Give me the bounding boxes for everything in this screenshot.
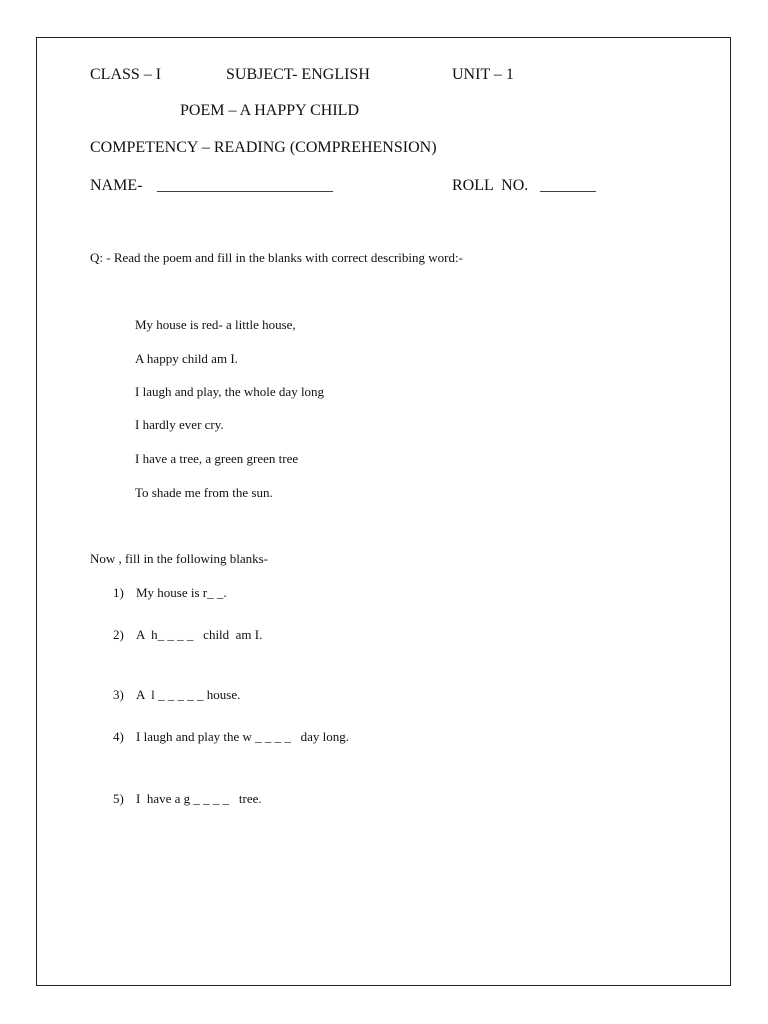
item-number: 2) [113, 627, 124, 642]
fill-blank-item[interactable]: I have a g _ _ _ _ tree. [136, 791, 262, 806]
fill-blank-item[interactable]: My house is r_ _. [136, 585, 227, 600]
poem-line: To shade me from the sun. [135, 485, 273, 500]
item-number: 4) [113, 729, 124, 744]
poem-line: A happy child am I. [135, 351, 238, 366]
item-number: 3) [113, 687, 124, 702]
name-label: NAME- [90, 177, 143, 194]
name-blank[interactable]: ______________________ [157, 177, 333, 194]
poem-line: I hardly ever cry. [135, 417, 224, 432]
fill-blank-item[interactable]: A h_ _ _ _ child am I. [136, 627, 263, 642]
item-number: 1) [113, 585, 124, 600]
poem-title: POEM – A HAPPY CHILD [180, 102, 359, 119]
item-number: 5) [113, 791, 124, 806]
unit-label: UNIT – 1 [452, 66, 514, 83]
class-label: CLASS – I [90, 66, 162, 83]
competency-label: COMPETENCY – READING (COMPREHENSION) [90, 139, 437, 156]
fill-blank-item[interactable]: A l _ _ _ _ _ house. [136, 687, 241, 702]
poem-line: My house is red- a little house, [135, 317, 296, 332]
question-text: Q: - Read the poem and fill in the blanks with correct describing word:- [90, 250, 463, 265]
exercise-intro: Now , fill in the following blanks- [90, 551, 269, 566]
roll-blank[interactable]: _______ [540, 177, 596, 194]
poem-line: I laugh and play, the whole day long [135, 384, 325, 399]
poem-line: I have a tree, a green green tree [135, 451, 299, 466]
roll-label: ROLL NO. [452, 177, 529, 194]
subject-label: SUBJECT- ENGLISH [226, 66, 370, 83]
fill-blank-item[interactable]: I laugh and play the w _ _ _ _ day long. [136, 729, 350, 744]
